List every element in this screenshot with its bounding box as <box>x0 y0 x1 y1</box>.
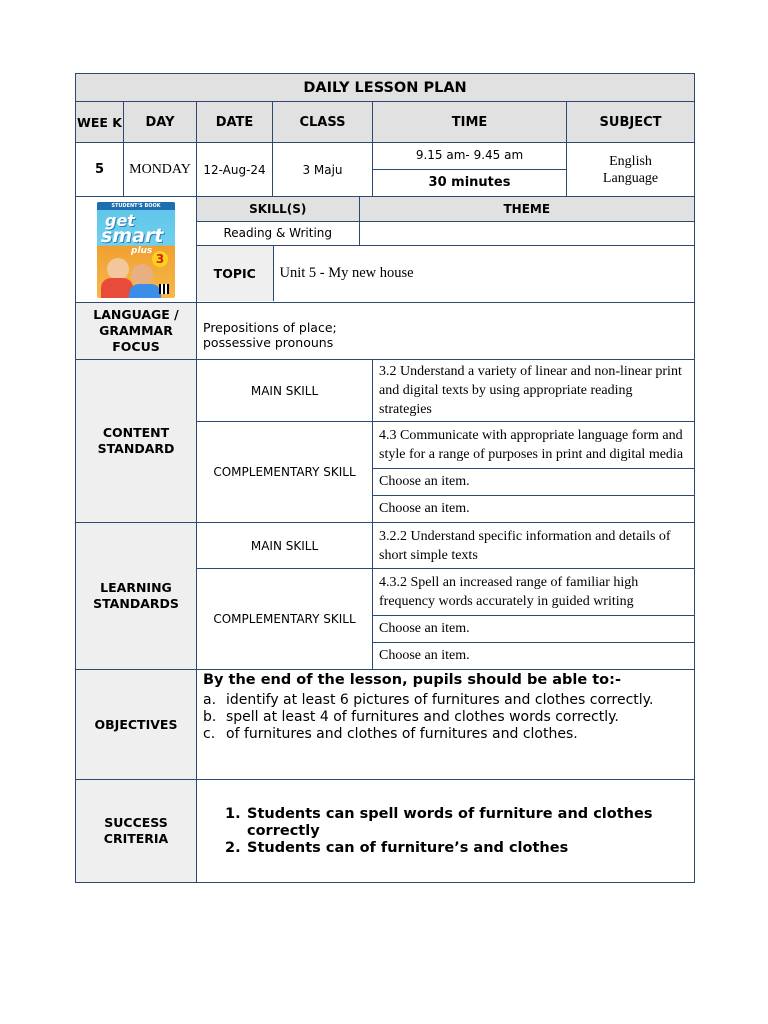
document-title: DAILY LESSON PLAN <box>76 74 695 102</box>
objective-item <box>203 709 688 726</box>
textbook-cover-image <box>97 202 175 298</box>
success-item <box>225 840 688 857</box>
skills-header: SKILL(S) <box>197 197 359 221</box>
content-comp-skill-value: 4.3 Communicate with appropriate language form and style for a range of purposes in print and digital media <box>373 422 695 469</box>
success-criteria-label: SUCCESS CRITERIA <box>76 780 197 883</box>
grammar-focus-value <box>197 303 695 360</box>
success-item <box>225 806 688 840</box>
date-header: DATE <box>197 102 273 143</box>
content-choose-item-2[interactable]: Choose an item. <box>373 496 695 523</box>
success-marker: 1. <box>225 805 241 822</box>
objective-item <box>203 692 688 709</box>
success-marker: 2. <box>225 839 241 856</box>
textbook-cover-cell <box>76 197 197 303</box>
objectives-list <box>203 692 688 743</box>
time-cell <box>373 143 567 197</box>
cover-child-face-1 <box>107 258 129 280</box>
learning-choose-item-2[interactable]: Choose an item. <box>373 643 695 670</box>
class-header: CLASS <box>273 102 373 143</box>
learning-comp-skill-value: 4.3.2 Spell an increased range of familiar high frequency words accurately in guided writing <box>373 569 695 616</box>
cover-title-line1: get <box>105 210 135 230</box>
cover-plus: plus <box>131 245 153 256</box>
lesson-plan-document <box>75 73 694 883</box>
skills-value: Reading & Writing <box>197 221 359 245</box>
theme-value <box>359 221 694 245</box>
subject-value: English Language <box>567 143 695 197</box>
objective-text: spell at least 4 of furnitures and clothes words correctly. <box>226 709 619 725</box>
cover-title-line2: smart <box>101 224 164 247</box>
content-main-skill-label <box>197 360 373 422</box>
topic-label: TOPIC <box>197 245 273 301</box>
learning-main-skill-label: MAIN SKILL <box>197 523 373 569</box>
learning-standards-label: LEARNING STANDARDS <box>76 523 197 670</box>
content-main-skill-text: MAIN SKILL <box>250 383 319 398</box>
objective-marker: a. <box>203 692 217 708</box>
success-criteria-list <box>225 806 688 857</box>
objectives-intro: By the end of the lesson, pupils should be able to:- <box>203 672 621 688</box>
content-choose-item-1[interactable]: Choose an item. <box>373 469 695 496</box>
qr-code-icon <box>159 284 169 294</box>
week-header: WEE K <box>76 102 124 143</box>
learning-main-skill-value: 3.2.2 Understand specific information and details of short simple texts <box>373 523 695 569</box>
cover-child-face-2 <box>131 264 153 286</box>
success-text: Students can of furniture’s and clothes <box>247 839 569 856</box>
content-standard-label: CONTENT STANDARD <box>76 360 197 523</box>
time-header: TIME <box>373 102 567 143</box>
grammar-focus-label: LANGUAGE / GRAMMAR FOCUS <box>76 303 197 360</box>
grammar-line-2: possessive pronouns <box>203 335 334 350</box>
date-value: 12-Aug-24 <box>197 143 273 197</box>
objective-marker: c. <box>203 726 216 742</box>
topic-value: Unit 5 - My new house <box>273 245 694 301</box>
cover-child-body-2 <box>129 284 161 298</box>
objectives-content <box>197 670 695 780</box>
grammar-line-1: Prepositions of place; <box>203 320 337 335</box>
time-value: 9.15 am- 9.45 am <box>373 143 566 170</box>
cover-number: 3 <box>152 251 168 267</box>
content-comp-skill-label: COMPLEMENTARY SKILL <box>197 422 373 523</box>
skills-theme-topic-cell <box>197 197 695 303</box>
day-header: DAY <box>124 102 197 143</box>
objective-item <box>203 726 688 743</box>
content-main-skill-value: 3.2 Understand a variety of linear and non-linear print and digital texts by using appropriate reading strategies <box>373 360 695 422</box>
class-value: 3 Maju <box>273 143 373 197</box>
objective-marker: b. <box>203 709 217 725</box>
lesson-plan-table <box>75 73 695 883</box>
success-criteria-content <box>197 780 695 883</box>
learning-comp-skill-label: COMPLEMENTARY SKILL <box>197 569 373 670</box>
theme-header: THEME <box>359 197 694 221</box>
objective-text: identify at least 6 pictures of furnitures and clothes correctly. <box>226 692 654 708</box>
learning-choose-item-1[interactable]: Choose an item. <box>373 616 695 643</box>
week-value: 5 <box>76 143 124 197</box>
subject-header: SUBJECT <box>567 102 695 143</box>
duration-value: 30 minutes <box>428 175 511 190</box>
cover-banner: STUDENT'S BOOK <box>97 202 175 210</box>
day-value: MONDAY <box>124 143 197 197</box>
success-text: Students can spell words of furniture and clothes correctly <box>247 805 653 839</box>
objective-text: of furnitures and clothes of furnitures and clothes. <box>226 726 578 742</box>
objectives-label: OBJECTIVES <box>76 670 197 780</box>
